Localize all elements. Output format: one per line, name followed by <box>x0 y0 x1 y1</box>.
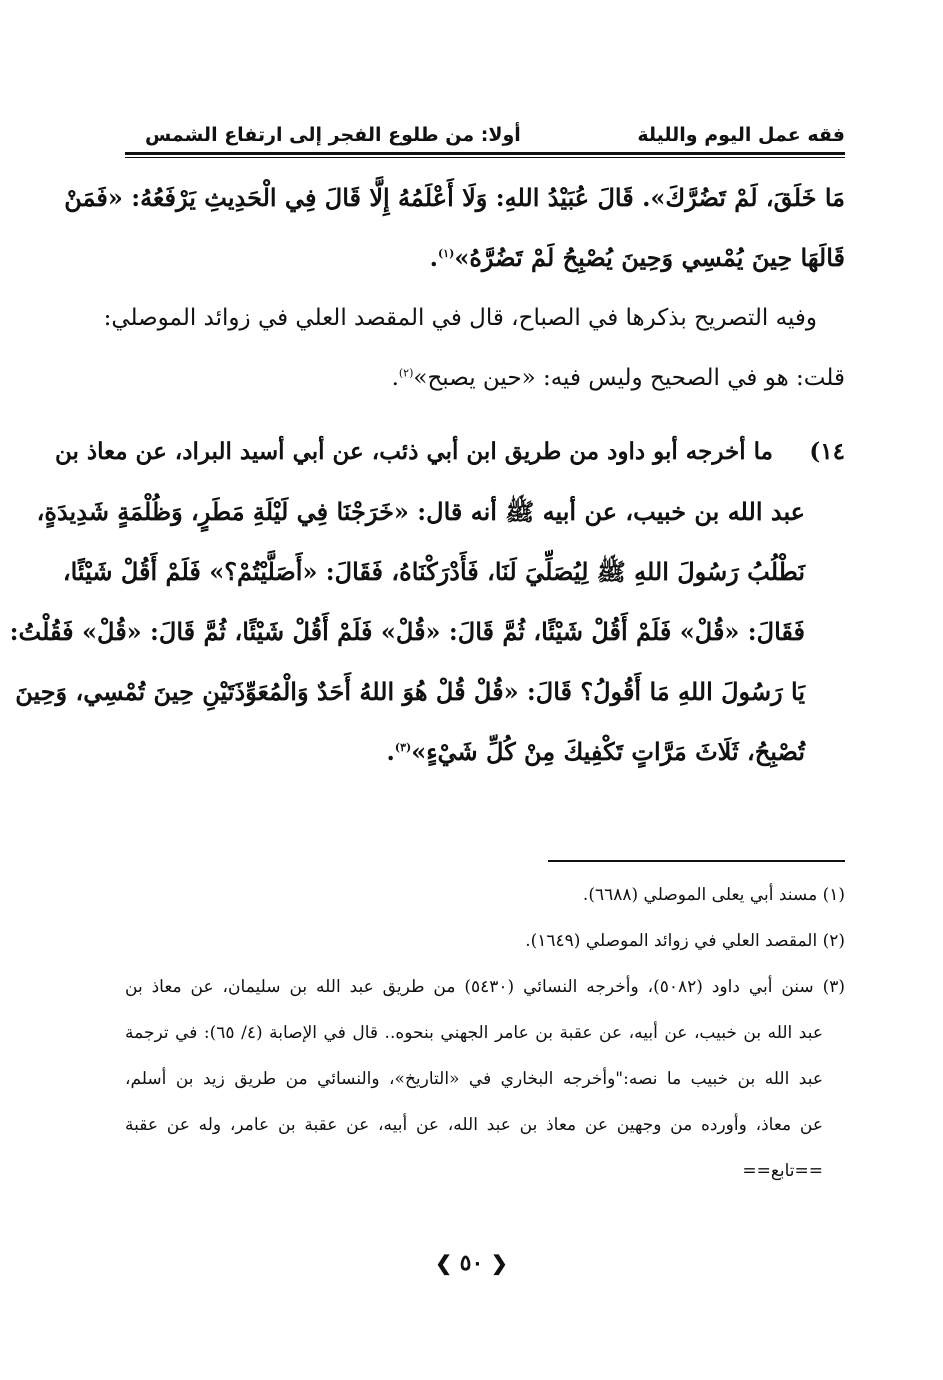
footnote-3-continued: ==تابع== <box>742 1161 823 1181</box>
item-line-6: تُصْبِحُ، ثَلَاثَ مَرَّاتٍ تَكْفِيكَ مِنْ كُلِّ شَيْءٍ»$^{(٣)}$. <box>386 737 805 766</box>
paragraph-2-line-2-text: قلت: هو في الصحيح وليس فيه: «حين يصبح» <box>413 365 845 391</box>
numbered-item-14 <box>9 422 845 782</box>
ornament-right-icon: ❮ <box>490 1251 508 1275</box>
item-line-1 <box>54 422 845 482</box>
item-line-2: عبد الله بن خبيب، عن أبيه ﷺ أنه قال: «خَرَجْنَا فِي لَيْلَةِ مَطَرٍ، وَظُلْمَةٍ شَدِيدَةٍ، <box>36 497 805 526</box>
item-line-1-text: ما أخرجه أبو داود من طريق ابن أبي ذئب، عن أبي أسيد البراد، عن معاذ بن <box>54 438 773 465</box>
paragraph-2-line-2: قلت: هو في الصحيح وليس فيه: «حين يصبح»$^{(٢)}$. <box>391 365 845 391</box>
main-text <box>9 168 845 782</box>
paragraph-gap <box>125 408 845 422</box>
paragraph-1-line-2-text: قَالَهَا حِينَ يُمْسِي وَحِينَ يُصْبِحُ لَمْ تَضُرَّهُ» <box>454 243 845 272</box>
item-line-3: نَطْلُبُ رَسُولَ اللهِ ﷺ لِيُصَلِّيَ لَنَا، فَأَدْرَكْنَاهُ، فَقَالَ: «أَصَلَّيْتُمْ؟» فَلَمْ أَقُلْ شَيْئًا، <box>62 557 805 586</box>
item-line-6-text: تُصْبِحُ، ثَلَاثَ مَرَّاتٍ تَكْفِيكَ مِنْ كُلِّ شَيْءٍ» <box>411 737 805 766</box>
footnotes <box>125 872 845 1194</box>
footnote-ref-3[interactable]: (٣) <box>394 741 412 754</box>
footnote-ref-2[interactable]: (٢) <box>398 366 414 380</box>
page-number-value: ٥٠ <box>459 1250 484 1276</box>
book-title: فقه عمل اليوم والليلة <box>637 124 845 146</box>
paragraph-1-line-1: مَا خَلَقَ، لَمْ تَضُرَّكَ». قَالَ عُبَيْدُ اللهِ: وَلَا أَعْلَمُهُ إِلَّا قَالَ فِي الْحَدِيثِ يَرْفَعُهُ: «فَمَنْ <box>64 183 845 212</box>
footnote-separator <box>548 860 845 862</box>
footnote-ref-1[interactable]: (١) <box>437 247 455 260</box>
chapter-title: أولا: من طلوع الفجر إلى ارتفاع الشمس <box>145 124 521 146</box>
footnote-2: (٢) المقصد العلي في زوائد الموصلي (١٦٤٩). <box>525 931 845 951</box>
item-body <box>9 422 845 782</box>
footnote-3-line-2: عبد الله بن خبيب، عن أبيه، عن عقبة بن عامر الجهني بنحوه.. قال في الإصابة (٤/ ٦٥): في ترجمة <box>125 1023 823 1043</box>
ornament-left-icon: ❯ <box>435 1251 452 1275</box>
footnote-3-line-1: (٣) سنن أبي داود (٥٠٨٢)، وأخرجه النسائي (٥٤٣٠) من طريق عبد الله بن سليمان، عن معاذ بن <box>125 977 845 997</box>
item-line-4: فَقَالَ: «قُلْ» فَلَمْ أَقُلْ شَيْئًا، ثُمَّ قَالَ: «قُلْ» فَلَمْ أَقُلْ شَيْئًا، ثُمَّ قَالَ: «قُلْ» فَقُلْتُ: <box>9 617 805 646</box>
item-line-5: يَا رَسُولَ اللهِ مَا أَقُولُ؟ قَالَ: «قُلْ قُلْ هُوَ اللهُ أَحَدٌ وَالْمُعَوِّذَتَيْنِ حِينَ تُمْسِي، وَحِينَ <box>15 677 805 706</box>
running-header <box>125 118 845 158</box>
footnote-3-line-4: عن معاذ، وأورده من وجهين عن معاذ بن عبد الله، عن أبيه، عن عقبة بن عامر، وله عن عقبة <box>125 1115 823 1135</box>
header-rule-thin <box>125 157 845 158</box>
header-rule-thick <box>125 152 845 155</box>
footnote-3-line-3: عبد الله بن خبيب ما نصه:"وأخرجه البخاري في «التاريخ»، والنسائي من طريق زيد بن أسلم، <box>125 1069 823 1089</box>
page-number <box>0 1250 943 1276</box>
footnote-1: (١) مسند أبي يعلى الموصلي (٦٦٨٨). <box>582 885 845 905</box>
paragraph-2-line-1: وفيه التصريح بذكرها في الصباح، قال في المقصد العلي في زوائد الموصلي: <box>103 305 817 331</box>
paragraph-1-line-2: قَالَهَا حِينَ يُمْسِي وَحِينَ يُصْبِحُ لَمْ تَضُرَّهُ»$^{(١)}$. <box>429 243 845 272</box>
item-number: ١٤) <box>809 438 845 465</box>
